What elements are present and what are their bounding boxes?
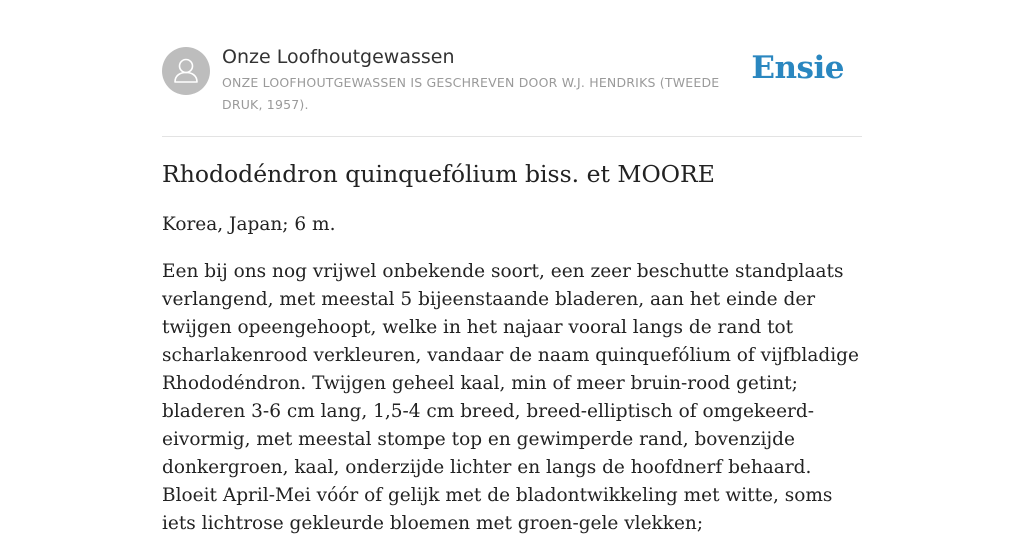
entry-paragraph: Korea, Japan; 6 m. bbox=[162, 214, 336, 235]
user-avatar-icon bbox=[162, 47, 210, 95]
entry-content bbox=[162, 154, 862, 538]
entry-title: Rhododéndron quinquefólium biss. et MOORE bbox=[162, 160, 715, 188]
ensie-logo[interactable]: Ensie bbox=[751, 50, 844, 86]
entry-paragraph: Een bij ons nog vrijwel onbekende soort, een zeer beschutte standplaats verlangend, met meestal 5 bijeenstaande bladeren, aan het einde der twijgen opeengehoopt, welke in het najaar vooral langs de rand tot scharlakenrood verkleuren, vandaar de naam quinquefólium of vijfbladige Rhododéndron. Twijgen geheel kaal, min of meer bruin-rood getint; bladeren 3-6 cm lang, 1,5-4 cm breed, breed-elliptisch of omgekeerd-eivormig, met meestal stompe top en gewimperde rand, bovenzijde donkergroen, kaal, onderzijde lichter en langs de hoofdnerf behaard. Bloeit April-Mei vóór of gelijk met de bladontwikkeling met witte, soms iets lichtrose gekleurde bloemen met groen-gele vlekken; bbox=[162, 261, 859, 534]
source-title[interactable]: Onze Loofhoutgewassen bbox=[222, 46, 455, 68]
source-description: ONZE LOOFHOUTGEWASSEN IS GESCHREVEN DOOR W.J. HENDRIKS (TWEEDE DRUK, 1957). bbox=[222, 75, 720, 112]
source-header bbox=[162, 44, 862, 137]
